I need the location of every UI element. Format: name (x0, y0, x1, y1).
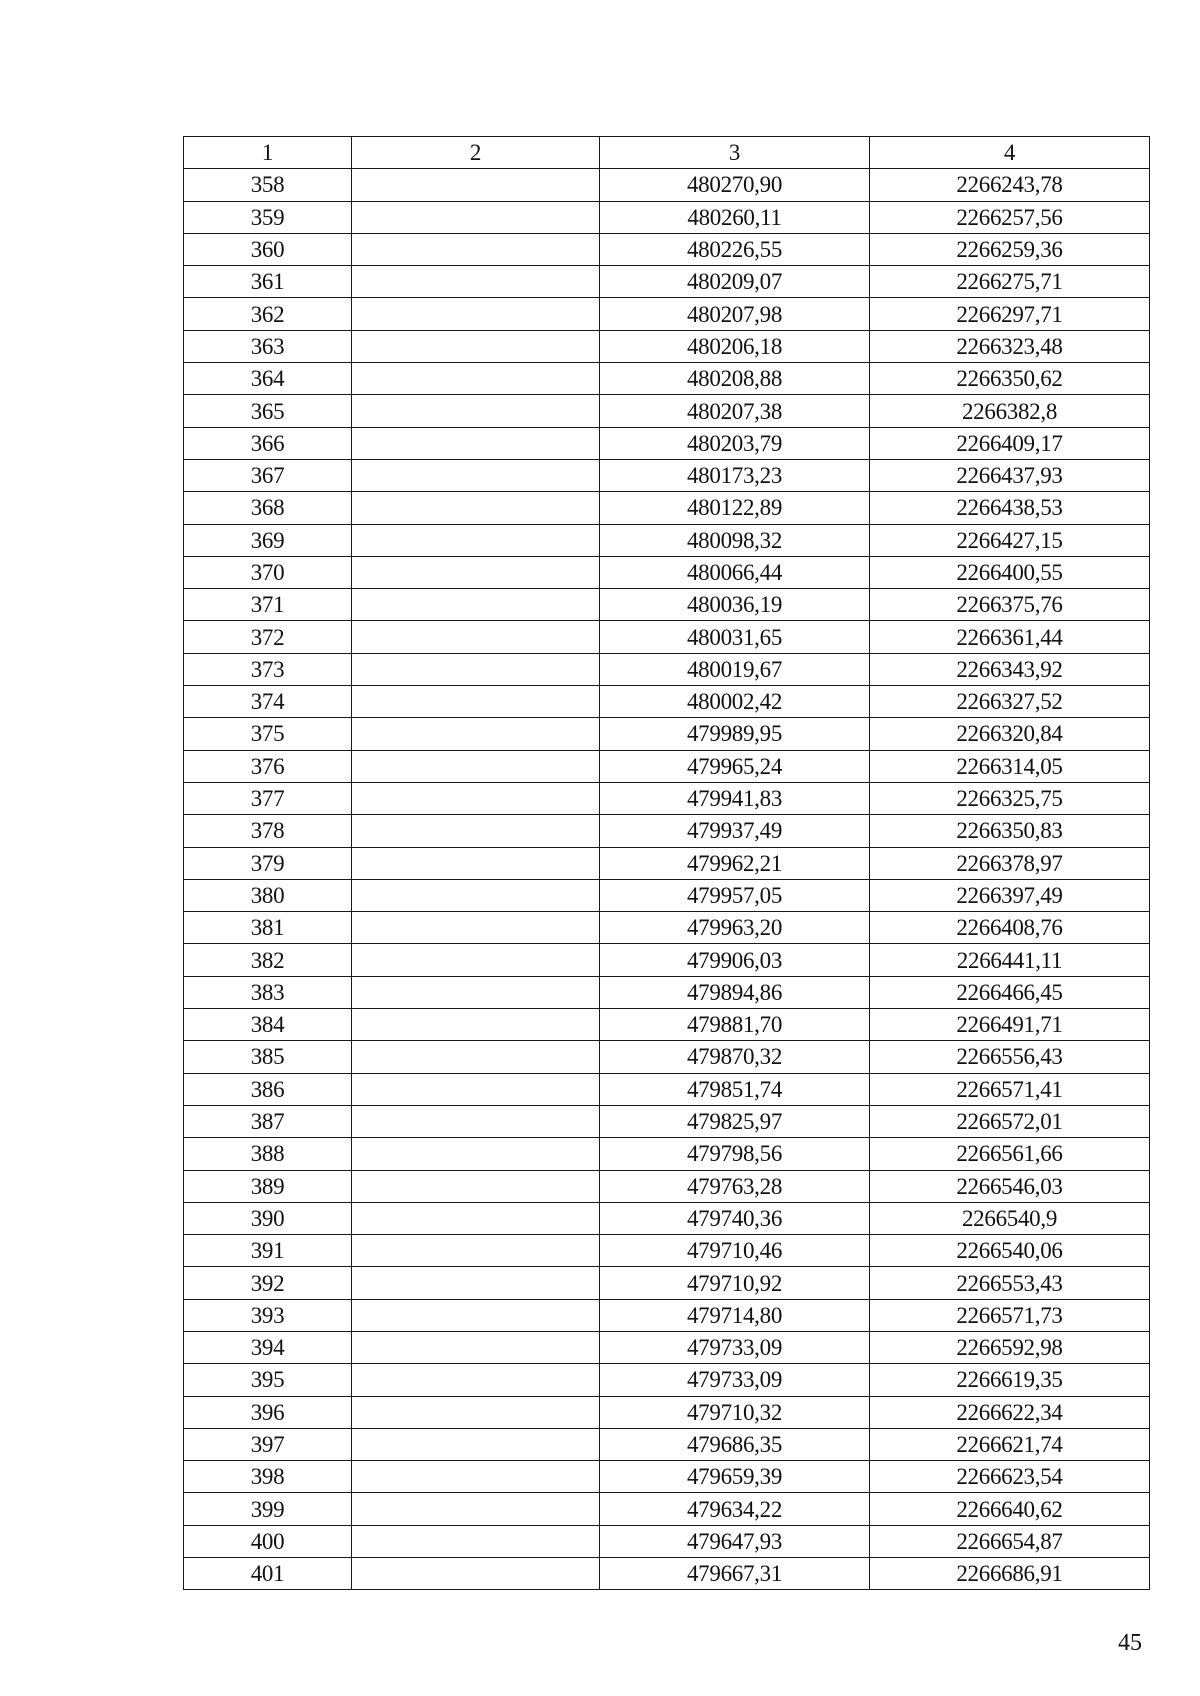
table-row (184, 169, 1150, 201)
table-row (184, 1299, 1150, 1331)
x-coordinate-cell: 479647,93 (600, 1525, 870, 1557)
x-coordinate-cell: 480260,11 (600, 201, 870, 233)
description-cell (352, 1525, 600, 1557)
description-cell (352, 782, 600, 814)
point-number-cell: 359 (184, 201, 352, 233)
y-coordinate-cell: 2266325,75 (870, 782, 1150, 814)
page-number: 45 (1118, 1630, 1142, 1656)
x-coordinate-cell: 480203,79 (600, 427, 870, 459)
y-coordinate-cell: 2266382,8 (870, 395, 1150, 427)
table-row (184, 266, 1150, 298)
point-number-cell: 394 (184, 1331, 352, 1363)
y-coordinate-cell: 2266297,71 (870, 298, 1150, 330)
point-number-cell: 399 (184, 1493, 352, 1525)
table-row (184, 1073, 1150, 1105)
description-cell (352, 1170, 600, 1202)
x-coordinate-cell: 480173,23 (600, 459, 870, 491)
table-row (184, 879, 1150, 911)
y-coordinate-cell: 2266556,43 (870, 1041, 1150, 1073)
y-coordinate-cell: 2266378,97 (870, 847, 1150, 879)
table-row (184, 427, 1150, 459)
x-coordinate-cell: 479965,24 (600, 750, 870, 782)
y-coordinate-cell: 2266397,49 (870, 879, 1150, 911)
point-number-cell: 390 (184, 1202, 352, 1234)
description-cell (352, 1428, 600, 1460)
table-row (184, 686, 1150, 718)
point-number-cell: 375 (184, 718, 352, 750)
description-cell (352, 298, 600, 330)
y-coordinate-cell: 2266561,66 (870, 1138, 1150, 1170)
x-coordinate-cell: 479634,22 (600, 1493, 870, 1525)
description-cell (352, 556, 600, 588)
x-coordinate-cell: 479667,31 (600, 1558, 870, 1590)
y-coordinate-cell: 2266320,84 (870, 718, 1150, 750)
y-coordinate-cell: 2266343,92 (870, 653, 1150, 685)
table-row (184, 492, 1150, 524)
description-cell (352, 363, 600, 395)
y-coordinate-cell: 2266623,54 (870, 1461, 1150, 1493)
description-cell (352, 589, 600, 621)
point-number-cell: 397 (184, 1428, 352, 1460)
table-body (184, 169, 1150, 1590)
description-cell (352, 201, 600, 233)
table-row (184, 1267, 1150, 1299)
table-row (184, 750, 1150, 782)
table-row (184, 1331, 1150, 1363)
point-number-cell: 370 (184, 556, 352, 588)
x-coordinate-cell: 479763,28 (600, 1170, 870, 1202)
point-number-cell: 398 (184, 1461, 352, 1493)
y-coordinate-cell: 2266314,05 (870, 750, 1150, 782)
point-number-cell: 371 (184, 589, 352, 621)
table-row (184, 815, 1150, 847)
x-coordinate-cell: 480207,38 (600, 395, 870, 427)
x-coordinate-cell: 479733,09 (600, 1331, 870, 1363)
point-number-cell: 385 (184, 1041, 352, 1073)
description-cell (352, 1009, 600, 1041)
y-coordinate-cell: 2266259,36 (870, 233, 1150, 265)
table-row (184, 621, 1150, 653)
description-cell (352, 427, 600, 459)
description-cell (352, 1331, 600, 1363)
y-coordinate-cell: 2266572,01 (870, 1105, 1150, 1137)
table-row (184, 556, 1150, 588)
table-row (184, 1041, 1150, 1073)
description-cell (352, 524, 600, 556)
point-number-cell: 368 (184, 492, 352, 524)
x-coordinate-cell: 479881,70 (600, 1009, 870, 1041)
y-coordinate-cell: 2266546,03 (870, 1170, 1150, 1202)
table-row (184, 1235, 1150, 1267)
x-coordinate-cell: 479710,32 (600, 1396, 870, 1428)
y-coordinate-cell: 2266441,11 (870, 944, 1150, 976)
y-coordinate-cell: 2266571,41 (870, 1073, 1150, 1105)
description-cell (352, 233, 600, 265)
y-coordinate-cell: 2266540,9 (870, 1202, 1150, 1234)
x-coordinate-cell: 480002,42 (600, 686, 870, 718)
point-number-cell: 393 (184, 1299, 352, 1331)
x-coordinate-cell: 479957,05 (600, 879, 870, 911)
description-cell (352, 750, 600, 782)
y-coordinate-cell: 2266592,98 (870, 1331, 1150, 1363)
point-number-cell: 386 (184, 1073, 352, 1105)
y-coordinate-cell: 2266243,78 (870, 169, 1150, 201)
x-coordinate-cell: 480208,88 (600, 363, 870, 395)
x-coordinate-cell: 479906,03 (600, 944, 870, 976)
x-coordinate-cell: 479740,36 (600, 1202, 870, 1234)
description-cell (352, 815, 600, 847)
description-cell (352, 1396, 600, 1428)
description-cell (352, 1202, 600, 1234)
table-row (184, 1170, 1150, 1202)
description-cell (352, 1299, 600, 1331)
point-number-cell: 392 (184, 1267, 352, 1299)
description-cell (352, 1041, 600, 1073)
point-number-cell: 387 (184, 1105, 352, 1137)
point-number-cell: 400 (184, 1525, 352, 1557)
description-cell (352, 395, 600, 427)
y-coordinate-cell: 2266621,74 (870, 1428, 1150, 1460)
table-row (184, 233, 1150, 265)
point-number-cell: 391 (184, 1235, 352, 1267)
y-coordinate-cell: 2266327,52 (870, 686, 1150, 718)
x-coordinate-cell: 480206,18 (600, 330, 870, 362)
table-row (184, 459, 1150, 491)
table-row (184, 395, 1150, 427)
table-row (184, 782, 1150, 814)
description-cell (352, 847, 600, 879)
x-coordinate-cell: 479989,95 (600, 718, 870, 750)
y-coordinate-cell: 2266654,87 (870, 1525, 1150, 1557)
x-coordinate-cell: 479710,46 (600, 1235, 870, 1267)
table-row (184, 1105, 1150, 1137)
table-row (184, 976, 1150, 1008)
x-coordinate-cell: 479894,86 (600, 976, 870, 1008)
description-cell (352, 879, 600, 911)
column-header: 3 (600, 137, 870, 169)
point-number-cell: 382 (184, 944, 352, 976)
y-coordinate-cell: 2266622,34 (870, 1396, 1150, 1428)
description-cell (352, 1138, 600, 1170)
x-coordinate-cell: 479710,92 (600, 1267, 870, 1299)
point-number-cell: 383 (184, 976, 352, 1008)
table-row (184, 847, 1150, 879)
y-coordinate-cell: 2266350,83 (870, 815, 1150, 847)
point-number-cell: 366 (184, 427, 352, 459)
table-row (184, 1202, 1150, 1234)
x-coordinate-cell: 479686,35 (600, 1428, 870, 1460)
x-coordinate-cell: 479851,74 (600, 1073, 870, 1105)
point-number-cell: 372 (184, 621, 352, 653)
table-row (184, 1493, 1150, 1525)
y-coordinate-cell: 2266640,62 (870, 1493, 1150, 1525)
y-coordinate-cell: 2266257,56 (870, 201, 1150, 233)
table-row (184, 201, 1150, 233)
x-coordinate-cell: 480019,67 (600, 653, 870, 685)
description-cell (352, 912, 600, 944)
x-coordinate-cell: 479941,83 (600, 782, 870, 814)
table-row (184, 1396, 1150, 1428)
coordinates-table (183, 136, 1150, 1590)
x-coordinate-cell: 479659,39 (600, 1461, 870, 1493)
x-coordinate-cell: 480270,90 (600, 169, 870, 201)
description-cell (352, 459, 600, 491)
description-cell (352, 1493, 600, 1525)
y-coordinate-cell: 2266323,48 (870, 330, 1150, 362)
point-number-cell: 363 (184, 330, 352, 362)
table-row (184, 653, 1150, 685)
x-coordinate-cell: 479937,49 (600, 815, 870, 847)
table-row (184, 912, 1150, 944)
description-cell (352, 686, 600, 718)
description-cell (352, 718, 600, 750)
point-number-cell: 358 (184, 169, 352, 201)
x-coordinate-cell: 480036,19 (600, 589, 870, 621)
table-row (184, 363, 1150, 395)
point-number-cell: 381 (184, 912, 352, 944)
y-coordinate-cell: 2266553,43 (870, 1267, 1150, 1299)
x-coordinate-cell: 479825,97 (600, 1105, 870, 1137)
point-number-cell: 378 (184, 815, 352, 847)
table-row (184, 589, 1150, 621)
point-number-cell: 389 (184, 1170, 352, 1202)
description-cell (352, 330, 600, 362)
description-cell (352, 266, 600, 298)
column-header: 4 (870, 137, 1150, 169)
column-header: 2 (352, 137, 600, 169)
description-cell (352, 1364, 600, 1396)
point-number-cell: 362 (184, 298, 352, 330)
x-coordinate-cell: 479798,56 (600, 1138, 870, 1170)
table-row (184, 1138, 1150, 1170)
description-cell (352, 621, 600, 653)
y-coordinate-cell: 2266437,93 (870, 459, 1150, 491)
x-coordinate-cell: 479714,80 (600, 1299, 870, 1331)
y-coordinate-cell: 2266427,15 (870, 524, 1150, 556)
y-coordinate-cell: 2266275,71 (870, 266, 1150, 298)
description-cell (352, 653, 600, 685)
point-number-cell: 364 (184, 363, 352, 395)
point-number-cell: 376 (184, 750, 352, 782)
y-coordinate-cell: 2266619,35 (870, 1364, 1150, 1396)
description-cell (352, 1461, 600, 1493)
table-row (184, 1364, 1150, 1396)
table-row (184, 1428, 1150, 1460)
description-cell (352, 1558, 600, 1590)
x-coordinate-cell: 480066,44 (600, 556, 870, 588)
description-cell (352, 944, 600, 976)
y-coordinate-cell: 2266540,06 (870, 1235, 1150, 1267)
y-coordinate-cell: 2266686,91 (870, 1558, 1150, 1590)
description-cell (352, 492, 600, 524)
table-row (184, 1558, 1150, 1590)
x-coordinate-cell: 480207,98 (600, 298, 870, 330)
x-coordinate-cell: 480098,32 (600, 524, 870, 556)
table-row (184, 1009, 1150, 1041)
point-number-cell: 367 (184, 459, 352, 491)
description-cell (352, 1073, 600, 1105)
description-cell (352, 1267, 600, 1299)
point-number-cell: 373 (184, 653, 352, 685)
table-row (184, 718, 1150, 750)
table-row (184, 524, 1150, 556)
y-coordinate-cell: 2266400,55 (870, 556, 1150, 588)
table-header-row (184, 137, 1150, 169)
description-cell (352, 976, 600, 1008)
y-coordinate-cell: 2266466,45 (870, 976, 1150, 1008)
table-row (184, 298, 1150, 330)
point-number-cell: 365 (184, 395, 352, 427)
description-cell (352, 1235, 600, 1267)
x-coordinate-cell: 480226,55 (600, 233, 870, 265)
x-coordinate-cell: 479733,09 (600, 1364, 870, 1396)
description-cell (352, 1105, 600, 1137)
y-coordinate-cell: 2266409,17 (870, 427, 1150, 459)
point-number-cell: 361 (184, 266, 352, 298)
point-number-cell: 401 (184, 1558, 352, 1590)
y-coordinate-cell: 2266571,73 (870, 1299, 1150, 1331)
point-number-cell: 379 (184, 847, 352, 879)
y-coordinate-cell: 2266361,44 (870, 621, 1150, 653)
description-cell (352, 169, 600, 201)
table-row (184, 1525, 1150, 1557)
x-coordinate-cell: 480031,65 (600, 621, 870, 653)
x-coordinate-cell: 480122,89 (600, 492, 870, 524)
column-header: 1 (184, 137, 352, 169)
point-number-cell: 377 (184, 782, 352, 814)
x-coordinate-cell: 479963,20 (600, 912, 870, 944)
y-coordinate-cell: 2266375,76 (870, 589, 1150, 621)
table-row (184, 330, 1150, 362)
point-number-cell: 396 (184, 1396, 352, 1428)
point-number-cell: 374 (184, 686, 352, 718)
y-coordinate-cell: 2266438,53 (870, 492, 1150, 524)
x-coordinate-cell: 480209,07 (600, 266, 870, 298)
point-number-cell: 360 (184, 233, 352, 265)
table-row (184, 944, 1150, 976)
point-number-cell: 380 (184, 879, 352, 911)
x-coordinate-cell: 479962,21 (600, 847, 870, 879)
point-number-cell: 388 (184, 1138, 352, 1170)
y-coordinate-cell: 2266408,76 (870, 912, 1150, 944)
point-number-cell: 395 (184, 1364, 352, 1396)
point-number-cell: 384 (184, 1009, 352, 1041)
y-coordinate-cell: 2266491,71 (870, 1009, 1150, 1041)
y-coordinate-cell: 2266350,62 (870, 363, 1150, 395)
table-row (184, 1461, 1150, 1493)
x-coordinate-cell: 479870,32 (600, 1041, 870, 1073)
point-number-cell: 369 (184, 524, 352, 556)
